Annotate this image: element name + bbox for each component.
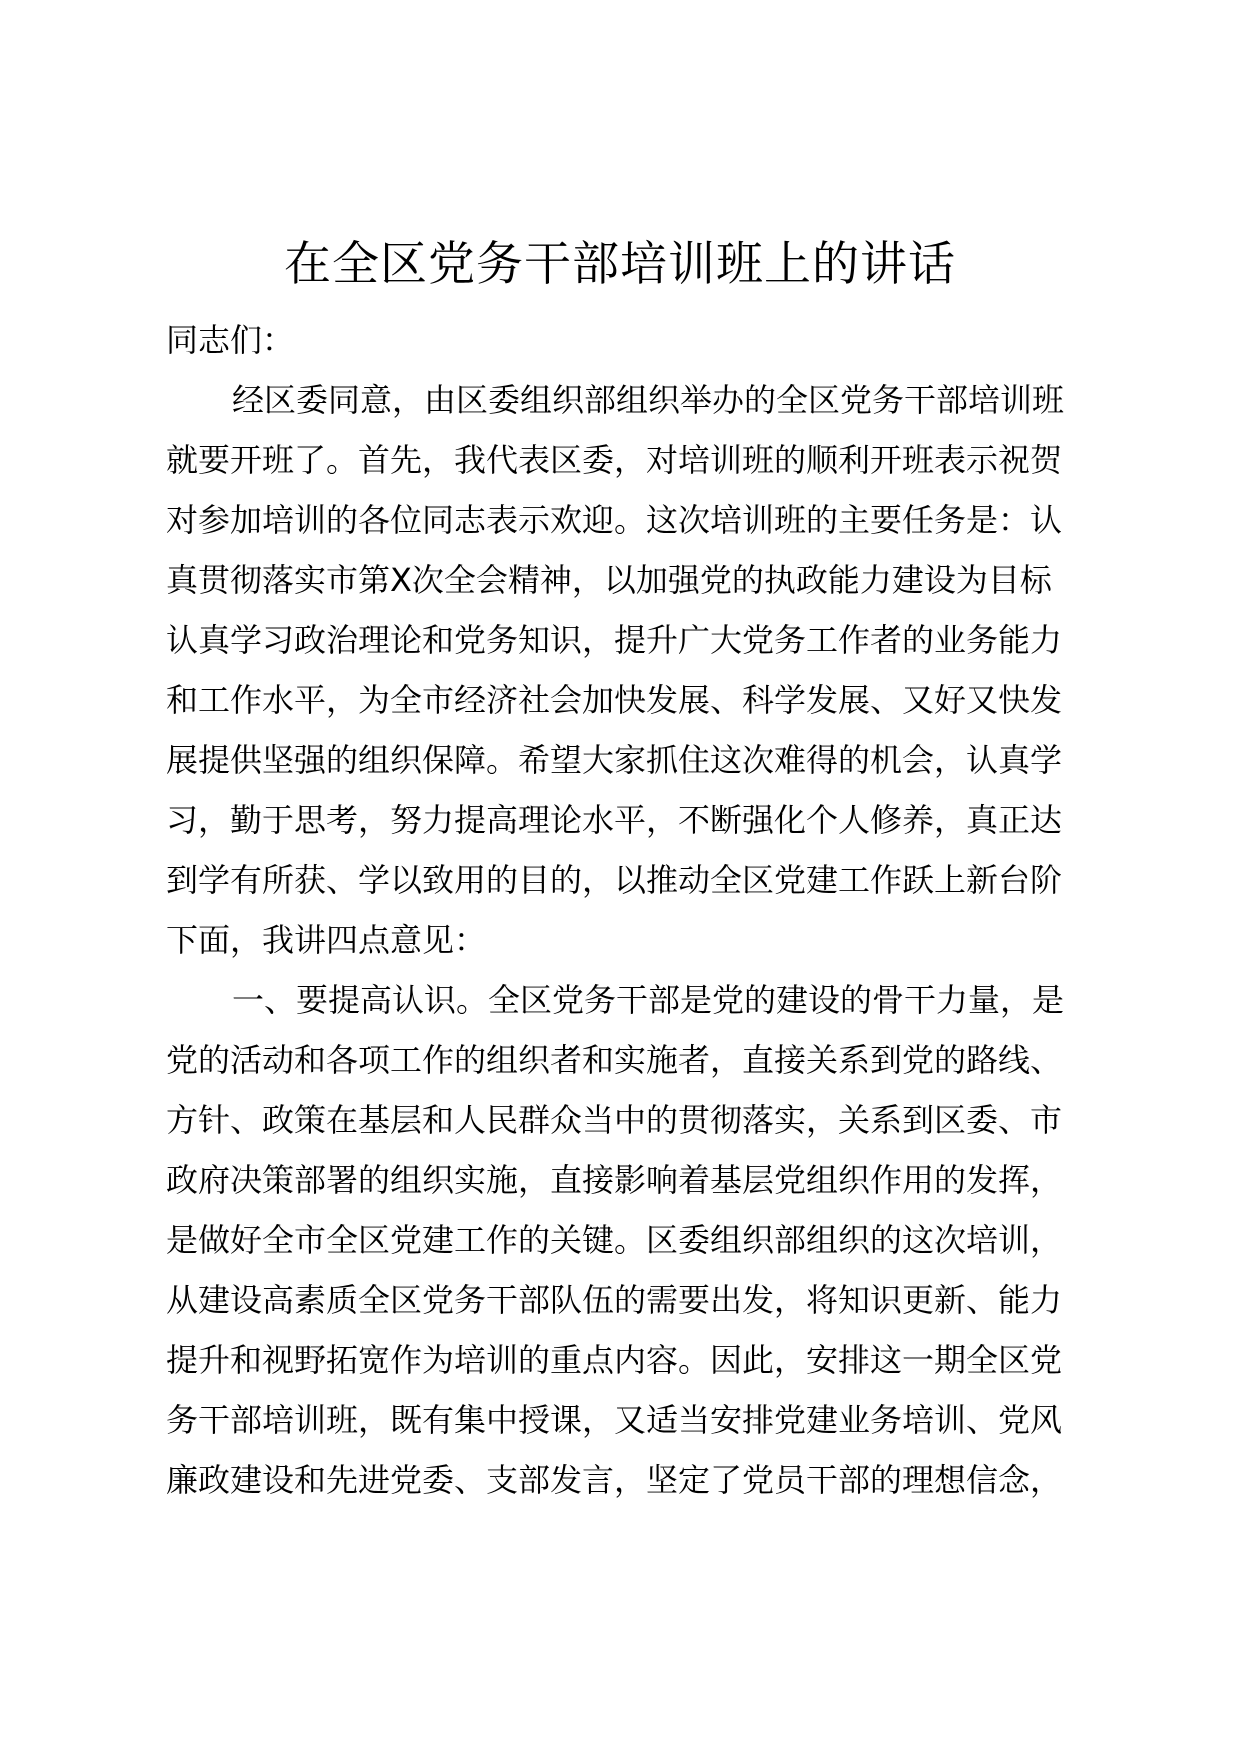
salutation: 同志们： <box>166 321 295 359</box>
paragraph-line: 廉政建设和先进党委、支部发言，坚定了党员干部的理想信念， <box>166 1461 1063 1499</box>
paragraph-line: 政府决策部署的组织实施，直接影响着基层党组织作用的发挥， <box>166 1161 1063 1199</box>
paragraph-line: 一、要提高认识。全区党务干部是党的建设的骨干力量，是 <box>232 981 1065 1019</box>
paragraph-line: 下面，我讲四点意见： <box>166 921 487 959</box>
paragraph-line: 方针、政策在基层和人民群众当中的贯彻落实，关系到区委、市 <box>166 1101 1063 1139</box>
paragraph-line: 是做好全市全区党建工作的关键。区委组织部组织的这次培训， <box>166 1221 1063 1259</box>
paragraph-line: 对参加培训的各位同志表示欢迎。这次培训班的主要任务是：认 <box>166 501 1063 539</box>
document-title: 在全区党务干部培训班上的讲话 <box>284 237 956 292</box>
paragraph-line: 从建设高素质全区党务干部队伍的需要出发，将知识更新、能力 <box>166 1281 1063 1319</box>
paragraph-line: 和工作水平，为全市经济社会加快发展、科学发展、又好又快发 <box>166 681 1063 719</box>
paragraph-line: 到学有所获、学以致用的目的，以推动全区党建工作跃上新台阶 <box>166 861 1063 899</box>
document-body <box>166 310 1116 1510</box>
paragraph-line: 务干部培训班，既有集中授课，又适当安排党建业务培训、党风 <box>166 1401 1063 1439</box>
paragraph-line: 提升和视野拓宽作为培训的重点内容。因此，安排这一期全区党 <box>166 1341 1063 1379</box>
paragraph-line: 党的活动和各项工作的组织者和实施者，直接关系到党的路线、 <box>166 1041 1063 1079</box>
paragraph-line: 就要开班了。首先，我代表区委，对培训班的顺利开班表示祝贺 <box>166 441 1063 479</box>
paragraph-line: 认真学习政治理论和党务知识，提升广大党务工作者的业务能力 <box>166 621 1063 659</box>
paragraph-line: 经区委同意，由区委组织部组织举办的全区党务干部培训班 <box>232 381 1065 419</box>
paragraph-line: 真贯彻落实市第X次全会精神，以加强党的执政能力建设为目标 <box>166 561 1052 599</box>
paragraph-line: 展提供坚强的组织保障。希望大家抓住这次难得的机会，认真学 <box>166 741 1063 779</box>
paragraph-line: 习，勤于思考，努力提高理论水平，不断强化个人修养，真正达 <box>166 801 1063 839</box>
